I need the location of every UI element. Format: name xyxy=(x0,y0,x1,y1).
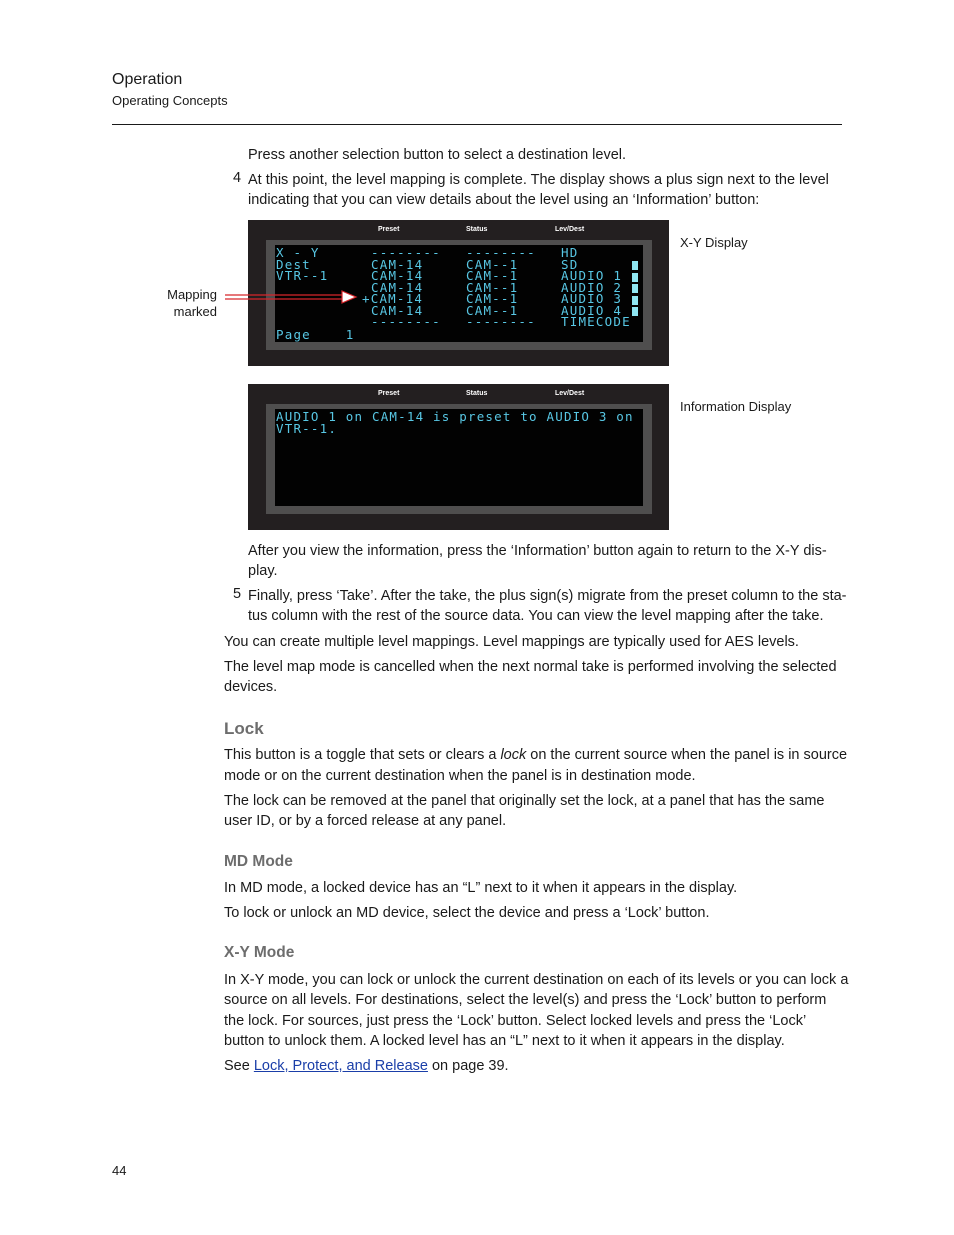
step-4-number: 4 xyxy=(233,170,242,186)
tab-lev-dest: Lev/Dest xyxy=(555,390,585,397)
tab-status: Status xyxy=(466,390,488,397)
xy-mode-heading: X-Y Mode xyxy=(224,944,295,961)
xy-mode-line-2: source on all levels. For destinations, select the level(s) and press the ‘Lock’ button to perform xyxy=(224,992,827,1008)
level-mark-audio3 xyxy=(632,296,638,305)
md-mode-para-2: To lock or unlock an MD device, select the device and press a ‘Lock’ button. xyxy=(224,905,710,921)
xy-col3-row7: -------- xyxy=(466,314,536,329)
level-mark-audio2 xyxy=(632,284,638,293)
after-view-line-1: After you view the information, press the ‘Information’ button again to return to the X-Y dis- xyxy=(248,543,827,559)
header-rule xyxy=(112,124,842,125)
tab-status: Status xyxy=(466,226,488,233)
md-mode-heading: MD Mode xyxy=(224,853,293,870)
lock-protect-release-link[interactable]: Lock, Protect, and Release xyxy=(253,1058,428,1074)
md-mode-para-1: In MD mode, a locked device has an “L” next to it when it appears in the display. xyxy=(224,880,738,896)
step-5-line-1: Finally, press ‘Take’. After the take, the plus sign(s) migrate from the preset column to the sta- xyxy=(248,588,847,604)
info-display-lcd xyxy=(275,409,643,506)
step-4-line-1: At this point, the level mapping is complete. The display shows a plus sign next to the level xyxy=(248,172,829,188)
xy-col1-row1: X - Y xyxy=(276,245,320,260)
xy-col3-row2: CAM--1 xyxy=(466,256,519,272)
xy-col2-row7: -------- xyxy=(371,314,441,329)
para-multiple: You can create multiple level mappings. Level mappings are typically used for AES levels. xyxy=(224,634,799,650)
xy-col2-row6: CAM-14 xyxy=(371,302,424,318)
xy-col1-row3: VTR--1 xyxy=(276,268,329,283)
xy-col4-row5: AUDIO 3 xyxy=(561,291,623,306)
xy-col1-row2: Dest xyxy=(276,256,311,272)
see-reference xyxy=(224,1056,509,1077)
info-display-caption: Information Display xyxy=(680,399,792,414)
xy-col4-row6: AUDIO 4 xyxy=(561,302,623,318)
xy-col2-row2: CAM-14 xyxy=(371,256,424,272)
xy-col4-row3: AUDIO 1 xyxy=(561,268,623,283)
xy-col3-row1: -------- xyxy=(466,245,536,260)
info-display-screen xyxy=(248,384,669,530)
xy-mode-line-3: the lock. For sources, just press the ‘Lock’ button. Select locked levels and press the ‘Lock’ xyxy=(224,1013,807,1029)
level-mark-audio1 xyxy=(632,273,638,282)
xy-col4-row1: HD xyxy=(561,245,579,260)
lock-heading: Lock xyxy=(224,719,264,738)
info-display-bezel xyxy=(266,404,652,514)
level-mark-audio4 xyxy=(632,307,638,316)
see-text-b: on page 39. xyxy=(427,1058,509,1074)
xy-col2-row3: CAM-14 xyxy=(371,268,424,283)
xy-col2-row1: -------- xyxy=(371,245,441,260)
header-subtitle: Operating Concepts xyxy=(112,93,228,108)
xy-col4-row2: SD xyxy=(561,256,579,272)
header-title: Operation xyxy=(112,71,183,88)
tab-lev-dest: Lev/Dest xyxy=(555,226,585,233)
xy-col4-row7: TIMECODE xyxy=(561,314,631,329)
see-text-a: See xyxy=(224,1058,254,1074)
xy-col2-row4: CAM-14 xyxy=(371,279,424,295)
step-4-line-2: indicating that you can view details about the level using an ‘Information’ button: xyxy=(248,192,760,208)
tab-preset: Preset xyxy=(378,390,400,397)
lock-p1-text-a: This button is a toggle that sets or clears a xyxy=(224,747,501,763)
lock-para-2-line-2: user ID, or by a forced release at any panel. xyxy=(224,813,507,829)
info-line-1: AUDIO 1 on CAM-14 is preset to AUDIO 3 on xyxy=(276,409,634,424)
lock-para-1-line-2: mode or on the current destination when the panel is in destination mode. xyxy=(224,768,696,784)
step-5-line-2: tus column with the rest of the source data. You can view the level mapping after the take. xyxy=(248,608,824,624)
xy-col3-row5: CAM--1 xyxy=(466,291,519,306)
xy-col3-row4: CAM--1 xyxy=(466,279,519,295)
xy-display-caption: X-Y Display xyxy=(680,235,748,250)
xy-col3-row3: CAM--1 xyxy=(466,268,519,283)
step-5-number: 5 xyxy=(233,586,242,602)
para-cancel-line-2: devices. xyxy=(224,679,278,695)
annotation-mapping-line2: marked xyxy=(173,304,217,319)
lock-para-2-line-1: The lock can be removed at the panel that originally set the lock, at a panel that has the same xyxy=(224,793,825,809)
xy-mode-line-1: In X-Y mode, you can lock or unlock the current destination on each of its levels or you can lock a xyxy=(224,972,849,988)
annotation-mapping-line1: Mapping xyxy=(167,287,217,302)
xy-col4-row4: AUDIO 2 xyxy=(561,279,623,295)
page-number: 44 xyxy=(112,1163,127,1178)
xy-page-indicator: Page 1 xyxy=(276,327,355,342)
lock-para-1-line-1 xyxy=(224,745,847,766)
tab-preset: Preset xyxy=(378,226,400,233)
lock-p1-emphasis: lock xyxy=(500,747,527,763)
xy-col3-row6: CAM--1 xyxy=(466,302,519,318)
para-press: Press another selection button to select a destination level. xyxy=(248,147,627,163)
xy-mode-line-4: button to unlock them. A locked level has an “L” next to it when it appears in the display. xyxy=(224,1033,785,1049)
info-line-2: VTR--1. xyxy=(276,420,338,436)
annotation-arrow xyxy=(224,290,358,304)
lock-p1-text-b: on the current source when the panel is in source xyxy=(526,747,848,763)
level-mark-sd xyxy=(632,261,638,270)
para-cancel-line-1: The level map mode is cancelled when the next normal take is performed involving the selected xyxy=(224,659,837,675)
xy-col2-row5-mapped: +CAM-14 xyxy=(362,291,424,306)
after-view-line-2: play. xyxy=(248,563,278,579)
